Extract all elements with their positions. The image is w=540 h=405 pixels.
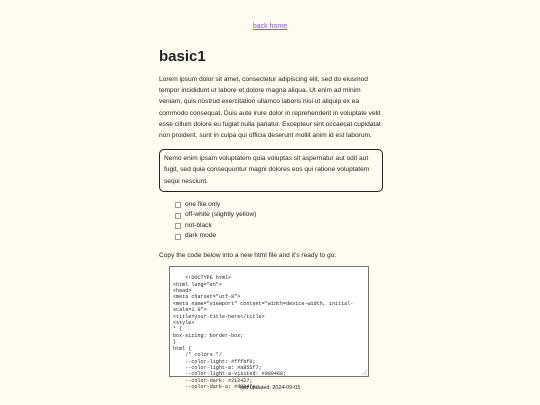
page-title: basic1 — [159, 48, 206, 65]
list-item — [175, 231, 383, 242]
copy-instructions: Copy the code below into a new html file and it's ready to go: — [159, 251, 337, 259]
back-home-link[interactable]: back home — [252, 23, 288, 30]
feature-label: dark mode — [185, 232, 217, 240]
checkbox-icon — [175, 234, 181, 240]
code-content: <!DOCTYPE html> <html lang="en"> <head> <meta charset="utf-8"> <meta name="viewport" content="width=device-width, initial-scale=1.0"> <title>your-title-here</title> <style> * { box-sizing: border-box; } html { /* colors */ --color-light: #fffbf0; --color-light-a: #a855f7; --color-light-a-visited: #099468; --color-dark: #212427; --color-dark-a: #d8b4fe; — [173, 275, 354, 391]
feature-label: not-black — [185, 221, 212, 229]
list-item — [175, 210, 383, 221]
checkbox-icon — [175, 223, 181, 229]
list-item — [175, 200, 383, 211]
last-updated-footer: last updated: 2024-09-03 — [240, 385, 300, 391]
resize-handle-icon[interactable] — [362, 370, 367, 375]
checkbox-icon — [175, 202, 181, 208]
feature-list — [159, 200, 383, 242]
feature-label: one file only — [185, 200, 221, 208]
quote-box: Nemo enim ipsam voluptatem quia voluptas sit aspernatur aut odit aut fugit, sed quia consequuntur magni dolores eos qui ratione voluptatem sequi nesciunt. — [159, 149, 383, 192]
intro-paragraph: Lorem ipsum dolor sit amet, consectetur adipiscing elit, sed do eiusmod tempor incididunt ut labore et dolore magna aliqua. Ut enim ad minim veniam, quis nostrud exercitation ullamco laboris nisi ut aliquip ex ea commodo consequat. Duis aute irure dolor in reprehenderit in voluptate velit esse cillum dolore eu fugiat nulla pariatur. Excepteur sint occaecat cupidatat non proident, sunt in culpa qui officia deserunt mollit anim id est laborum. — [159, 76, 381, 140]
checkbox-icon — [175, 213, 181, 219]
list-item — [175, 221, 383, 232]
feature-label: off-white (slightly yellow) — [185, 211, 257, 219]
back-home-nav — [0, 23, 540, 30]
